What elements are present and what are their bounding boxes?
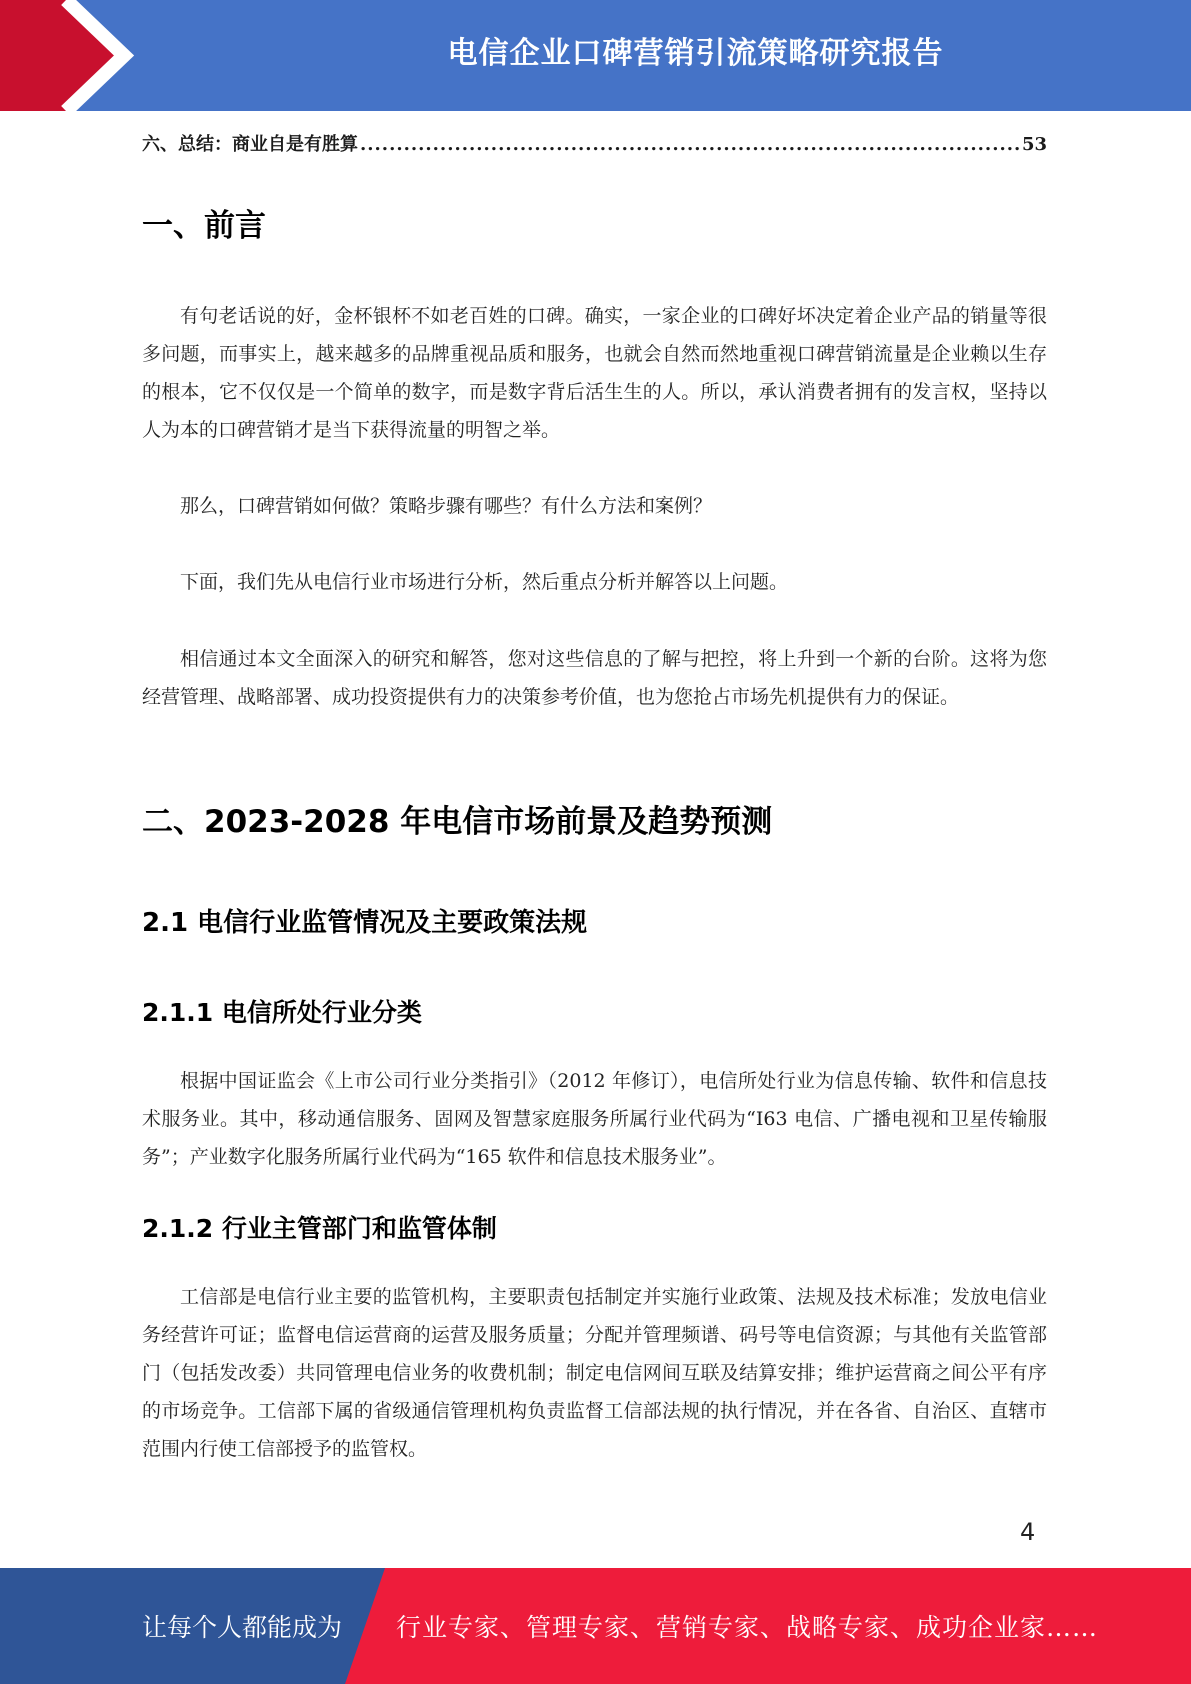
heading-regulation: 2.1 电信行业监管情况及主要政策法规	[142, 908, 588, 938]
intro-paragraph-4: 相信通过本文全面深入的研究和解答，您对这些信息的了解与把控，将上升到一个新的台阶。这将为您经营管理、战略部署、成功投资提供有力的决策参考价值，也为您抢占市场先机提供有力的保证。	[142, 648, 1047, 708]
page-number: 4	[1020, 1518, 1036, 1546]
intro-paragraph-1: 有句老话说的好，金杯银杯不如老百姓的口碑。确实，一家企业的口碑好坏决定着企业产品的销量等很多问题，而事实上，越来越多的品牌重视品质和服务，也就会自然而然地重视口碑营销流量是企业赖以生存的根本，它不仅仅是一个简单的数字，而是数字背后活生生的人。所以，承认消费者拥有的发言权，坚持以人为本的口碑营销才是当下获得流量的明智之举。	[142, 305, 1047, 441]
toc-leader-dots	[360, 134, 1020, 155]
heading-industry-classification: 2.1.1 电信所处行业分类	[142, 998, 422, 1027]
intro-paragraph-2: 那么，口碑营销如何做？策略步骤有哪些？有什么方法和案例？	[180, 495, 713, 517]
footer-slogan-right: 行业专家、管理专家、营销专家、战略专家、成功企业家……	[396, 1613, 1099, 1642]
toc-entry-page: 53	[1021, 134, 1047, 155]
page-header	[0, 0, 1191, 111]
toc-entry[interactable]	[142, 130, 1047, 156]
heading-intro: 一、前言	[142, 208, 266, 244]
footer-slogan-left: 让每个人都能成为	[142, 1613, 343, 1642]
classification-paragraph: 根据中国证监会《上市公司行业分类指引》（2012 年修订），电信所处行业为信息传输、软件和信息技术服务业。其中，移动通信服务、固网及智慧家庭服务所属行业代码为“I63 电信、广播电视和卫星传输服务”；产业数字化服务所属行业代码为“165 软件和信息技术服务业”。	[142, 1070, 1047, 1168]
page-footer	[0, 1568, 1191, 1684]
header-red-chevron-decoration	[0, 0, 150, 111]
report-title: 电信企业口碑营销引流策略研究报告	[447, 36, 944, 71]
heading-market-outlook: 二、2023-2028 年电信市场前景及趋势预测	[142, 804, 773, 840]
toc-entry-label: 六、总结：商业自是有胜算	[142, 134, 358, 155]
intro-paragraph-3: 下面，我们先从电信行业市场进行分析，然后重点分析并解答以上问题。	[180, 571, 789, 593]
heading-regulatory-authority: 2.1.2 行业主管部门和监管体制	[142, 1214, 497, 1243]
authority-paragraph: 工信部是电信行业主要的监管机构，主要职责包括制定并实施行业政策、法规及技术标准；发放电信业务经营许可证；监督电信运营商的运营及服务质量；分配并管理频谱、码号等电信资源；与其他有关监管部门（包括发改委）共同管理电信业务的收费机制；制定电信网间互联及结算安排；维护运营商之间公平有序的市场竞争。工信部下属的省级通信管理机构负责监督工信部法规的执行情况，并在各省、自治区、直辖市范围内行使工信部授予的监管权。	[142, 1286, 1047, 1460]
